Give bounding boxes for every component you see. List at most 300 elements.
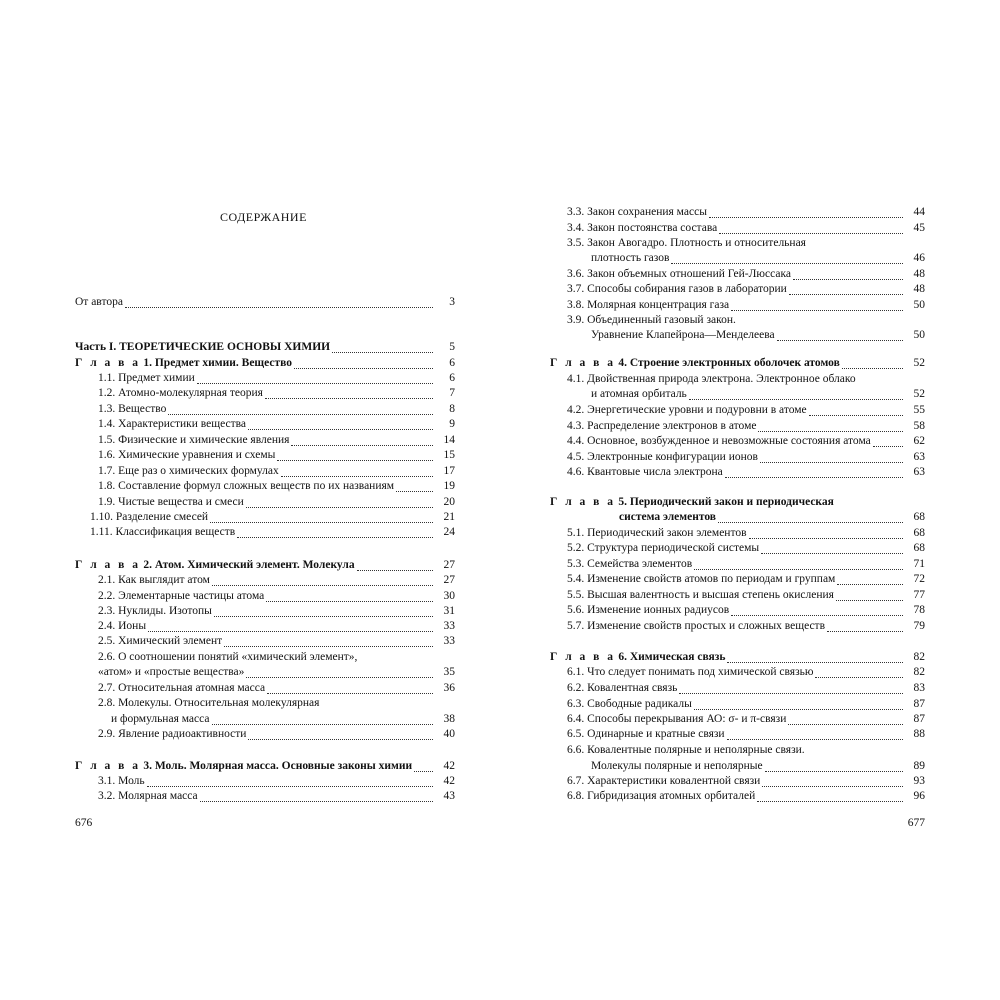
toc-page-number: 9 — [446, 417, 455, 432]
toc-entry-row — [75, 634, 455, 650]
toc-entry-row — [550, 298, 925, 314]
toc-entry-label — [75, 759, 414, 774]
dot-leader — [709, 217, 903, 218]
dot-leader — [765, 771, 903, 772]
toc-entry-label — [567, 267, 793, 282]
toc-page-number: 88 — [911, 727, 926, 742]
entry-text: Молекулы полярные и неполярные — [591, 760, 763, 772]
dot-leader — [396, 491, 433, 492]
dot-leader — [291, 445, 433, 446]
dot-leader — [281, 476, 433, 477]
dot-leader — [212, 724, 434, 725]
toc-entry-label — [98, 433, 291, 448]
toc-page-number: 36 — [441, 681, 456, 696]
toc-entry-row — [550, 588, 925, 604]
toc-entry-row — [75, 573, 455, 589]
entry-text: 1.1. Предмет химии — [98, 372, 195, 384]
toc-entry-label — [567, 298, 731, 313]
dot-leader — [836, 600, 903, 601]
entry-text: 2.2. Элементарные частицы атома — [98, 590, 265, 602]
entry-text: 5.4. Изменение свойств атомов по периодам и группам — [567, 573, 836, 585]
toc-page-number: 68 — [911, 526, 926, 541]
dot-leader — [694, 569, 903, 570]
toc-entry-label — [567, 603, 731, 618]
dot-leader — [212, 585, 433, 586]
entry-text: 1.11. Классификация веществ — [90, 526, 236, 538]
entry-text: 3.5. Закон Авогадро. Плотность и относительная — [567, 237, 806, 249]
dot-leader — [277, 460, 433, 461]
toc-entry-row — [550, 450, 925, 466]
dot-leader — [727, 662, 903, 663]
toc-entry-label — [567, 526, 749, 541]
toc-page-number: 6 — [446, 371, 455, 386]
toc-entry-label — [567, 541, 761, 556]
entry-text: 1.9. Чистые вещества и смеси — [98, 496, 244, 508]
toc-entry-label — [98, 464, 281, 479]
toc-entry-row — [550, 267, 925, 283]
entry-text: 4. Строение электронных оболочек атомов — [618, 357, 840, 369]
toc-entry-row — [75, 448, 455, 464]
toc-page-number: 20 — [441, 495, 456, 510]
toc-entry-row — [75, 789, 455, 805]
toc-page-number: 17 — [441, 464, 456, 479]
toc-entry-label — [98, 619, 148, 634]
toc-page-number: 15 — [441, 448, 456, 463]
right-page-number: 677 — [907, 817, 925, 829]
entry-text: Уравнение Клапейрона—Менделеева — [591, 329, 775, 341]
toc-page-number: 63 — [911, 450, 926, 465]
toc-entry-row — [550, 236, 925, 252]
entry-text: и атомная орбиталь — [591, 388, 687, 400]
toc-page-number: 48 — [911, 267, 926, 282]
dot-leader — [266, 601, 433, 602]
left-page-number: 676 — [75, 817, 93, 829]
toc-entry-row — [75, 774, 455, 790]
dot-leader — [214, 616, 433, 617]
toc-page-number: 30 — [441, 589, 456, 604]
entry-text: 1.10. Разделение смесей — [90, 511, 209, 523]
dot-leader — [224, 646, 433, 647]
toc-entry-label — [98, 650, 359, 665]
chapter-prefix: Г л а в а — [75, 760, 141, 772]
toc-entry-label — [98, 589, 266, 604]
entry-text: «атом» и «простые вещества» — [98, 666, 245, 678]
entry-text: 2.1. Как выглядит атом — [98, 574, 210, 586]
toc-entry-row — [550, 743, 925, 759]
toc-page-number: 21 — [441, 510, 456, 525]
entry-text: 6.8. Гибридизация атомных орбиталей — [567, 790, 756, 802]
dot-leader — [727, 739, 903, 740]
toc-page-number: 79 — [911, 619, 926, 634]
toc-entry-label — [98, 573, 212, 588]
toc-entry-label — [98, 604, 214, 619]
toc-chapter-row — [75, 759, 455, 775]
toc-entry-label — [98, 789, 200, 804]
toc-page-number: 31 — [441, 604, 456, 619]
entry-text: 1.3. Вещество — [98, 403, 167, 415]
dot-leader — [357, 570, 433, 571]
toc-entry-row — [75, 479, 455, 495]
toc-entry-label — [567, 282, 789, 297]
toc-entry-row — [75, 681, 455, 697]
toc-entry-row — [75, 386, 455, 402]
toc-page-number: 50 — [911, 298, 926, 313]
toc-page-number: 52 — [911, 387, 926, 402]
entry-text: система элементов — [619, 511, 717, 523]
dot-leader — [842, 368, 903, 369]
toc-page-number: 24 — [441, 525, 456, 540]
toc-entry-label — [90, 525, 237, 540]
entry-text: 3.1. Моль — [98, 775, 145, 787]
toc-page-number: 72 — [911, 572, 926, 587]
toc-page-number: 7 — [446, 386, 455, 401]
toc-entry-row — [75, 604, 455, 620]
entry-text: 1. Предмет химии. Вещество — [143, 357, 293, 369]
toc-entry-row — [550, 313, 925, 329]
dot-leader — [873, 446, 903, 447]
toc-page-number: 77 — [911, 588, 926, 603]
entry-text: 3. Моль. Молярная масса. Основные законы химии — [143, 760, 413, 772]
toc-entry-row — [550, 387, 925, 403]
toc-entry-label — [98, 634, 224, 649]
toc-entry-row — [75, 402, 455, 418]
dot-leader — [789, 294, 903, 295]
dot-leader — [671, 263, 903, 264]
toc-entry-row — [75, 417, 455, 433]
entry-text: 5.3. Семейства элементов — [567, 558, 693, 570]
toc-entry-label — [567, 403, 809, 418]
toc-entry-row — [75, 525, 455, 541]
toc-entry-row — [75, 696, 455, 712]
toc-page-number: 78 — [911, 603, 926, 618]
toc-entry-label — [98, 386, 265, 401]
toc-entry-label — [567, 450, 760, 465]
toc-entry-row — [550, 526, 925, 542]
dot-leader — [168, 414, 433, 415]
toc-entry-row — [550, 619, 925, 635]
toc-entry-label — [98, 495, 246, 510]
entry-text: 6.4. Способы перекрывания АО: σ- и π-связи — [567, 713, 787, 725]
toc-entry-row — [75, 495, 455, 511]
entry-text: 3.3. Закон сохранения массы — [567, 206, 707, 218]
toc-entry-label — [75, 558, 357, 573]
dot-leader — [237, 537, 433, 538]
toc-page-number: 8 — [446, 402, 455, 417]
dot-leader — [332, 352, 433, 353]
dot-leader — [246, 677, 433, 678]
toc-entry-label — [550, 650, 727, 665]
entry-text: 2. Атом. Химический элемент. Молекула — [143, 559, 355, 571]
toc-page-number: 93 — [911, 774, 926, 789]
entry-text: и формульная масса — [111, 713, 210, 725]
toc-entry-row — [75, 433, 455, 449]
toc-entry-row — [550, 541, 925, 557]
toc-entry-label — [98, 774, 147, 789]
dot-leader — [694, 709, 903, 710]
entry-text: 4.4. Основное, возбужденное и невозможные состояния атома — [567, 435, 871, 447]
toc-entry-label — [567, 712, 788, 727]
toc-page-number: 14 — [441, 433, 456, 448]
toc-entry-row — [75, 619, 455, 635]
toc-entry-label — [567, 434, 873, 449]
toc-entry-label — [98, 665, 246, 680]
dot-leader — [689, 399, 903, 400]
toc-entry-label — [567, 789, 757, 804]
toc-entry-row — [75, 650, 455, 666]
dot-leader — [731, 615, 903, 616]
toc-page-number: 33 — [441, 619, 456, 634]
entry-text: 5.7. Изменение свойств простых и сложных веществ — [567, 620, 826, 632]
entry-text: 4.5. Электронные конфигурации ионов — [567, 451, 758, 463]
chapter-prefix: Г л а в а — [550, 496, 616, 508]
dot-leader — [760, 462, 903, 463]
entry-text: 3.8. Молярная концентрация газа — [567, 299, 730, 311]
toc-page-number: 87 — [911, 712, 926, 727]
entry-text: 5.1. Периодический закон элементов — [567, 527, 747, 539]
toc-entry-label — [75, 295, 125, 310]
toc-chapter-row — [75, 340, 455, 356]
dot-leader — [267, 693, 433, 694]
contents-heading: СОДЕРЖАНИЕ — [220, 210, 307, 224]
toc-page-number: 50 — [911, 328, 926, 343]
dot-leader — [246, 507, 433, 508]
entry-text: 6. Химическая связь — [618, 651, 726, 663]
toc-entry-row — [550, 727, 925, 743]
dot-leader — [827, 631, 903, 632]
toc-entry-label — [567, 572, 837, 587]
toc-page-number: 55 — [911, 403, 926, 418]
toc-entry-row — [550, 419, 925, 435]
dot-leader — [758, 431, 903, 432]
toc-entry-label — [98, 448, 277, 463]
toc-page-number: 6 — [446, 356, 455, 371]
dot-leader — [200, 801, 433, 802]
entry-text: 4.3. Распределение электронов в атоме — [567, 420, 757, 432]
chapter-prefix: Г л а в а — [75, 559, 141, 571]
entry-text: 2.6. О соотношении понятий «химический элемент», — [98, 651, 358, 663]
entry-text: 2.8. Молекулы. Относительная молекулярная — [98, 697, 320, 709]
toc-page-number: 63 — [911, 465, 926, 480]
toc-page-number: 5 — [446, 340, 455, 355]
toc-page-number: 48 — [911, 282, 926, 297]
toc-page-number: 38 — [441, 712, 456, 727]
toc-entry-row — [550, 328, 925, 344]
entry-text: 3.9. Объединенный газовый закон. — [567, 314, 736, 326]
toc-entry-label — [550, 495, 836, 510]
entry-text: 3.7. Способы собирания газов в лаборатории — [567, 283, 787, 295]
toc-page-number: 46 — [911, 251, 926, 266]
toc-entry-row — [550, 282, 925, 298]
toc-entry-row — [550, 403, 925, 419]
dot-leader — [788, 724, 903, 725]
toc-entry-label — [567, 372, 858, 387]
toc-page-number: 58 — [911, 419, 926, 434]
entry-text: 4.1. Двойственная природа электрона. Электронное облако — [567, 373, 856, 385]
toc-page-number: 27 — [441, 573, 456, 588]
toc-entry-label — [591, 251, 671, 266]
toc-page-number: 87 — [911, 697, 926, 712]
toc-page-number: 68 — [911, 541, 926, 556]
toc-entry-label — [567, 236, 808, 251]
toc-page-number: 27 — [441, 558, 456, 573]
dot-leader — [815, 677, 903, 678]
toc-entry-row — [550, 221, 925, 237]
toc-entry-label — [567, 419, 758, 434]
toc-page-number: 68 — [911, 510, 926, 525]
dot-leader — [757, 801, 903, 802]
toc-entry-label — [98, 696, 321, 711]
toc-entry-row — [550, 372, 925, 388]
toc-entry-row — [75, 464, 455, 480]
toc-entry-label — [75, 356, 294, 371]
toc-page-number: 42 — [441, 774, 456, 789]
entry-text: 4.2. Энергетические уровни и подуровни в атоме — [567, 404, 807, 416]
dot-leader — [731, 310, 903, 311]
toc-entry-label — [90, 510, 210, 525]
toc-entry-row — [550, 681, 925, 697]
toc-entry-label — [591, 759, 765, 774]
dot-leader — [762, 786, 903, 787]
toc-entry-row — [550, 712, 925, 728]
dot-leader — [679, 693, 903, 694]
dot-leader — [197, 383, 433, 384]
toc-page-number: 96 — [911, 789, 926, 804]
dot-leader — [725, 477, 903, 478]
toc-entry-row — [550, 697, 925, 713]
toc-page-number: 82 — [911, 650, 926, 665]
toc-page-number: 19 — [441, 479, 456, 494]
entry-text: 5.5. Высшая валентность и высшая степень окисления — [567, 589, 834, 601]
entry-text: 6.7. Характеристики ковалентной связи — [567, 775, 761, 787]
entry-text: 6.5. Одинарные и кратные связи — [567, 728, 725, 740]
toc-entry-row — [75, 727, 455, 743]
dot-leader — [147, 786, 433, 787]
toc-entry-row — [550, 465, 925, 481]
toc-entry-label — [567, 743, 807, 758]
toc-entry-label — [550, 356, 842, 371]
dot-leader — [148, 631, 433, 632]
toc-entry-label — [567, 313, 738, 328]
toc-entry-row — [550, 759, 925, 775]
toc-entry-row — [550, 572, 925, 588]
entry-text: 3.4. Закон постоянства состава — [567, 222, 718, 234]
toc-entry-row — [75, 295, 455, 311]
dot-leader — [125, 307, 433, 308]
toc-entry-row — [75, 589, 455, 605]
dot-leader — [793, 279, 903, 280]
chapter-prefix: Г л а в а — [75, 357, 141, 369]
dot-leader — [414, 771, 433, 772]
toc-chapter-row — [75, 558, 455, 574]
entry-text: 1.8. Составление формул сложных веществ по их названиям — [98, 480, 395, 492]
toc-entry-label — [619, 510, 718, 525]
toc-page-number: 44 — [911, 205, 926, 220]
toc-chapter-row — [550, 495, 925, 511]
toc-entry-label — [567, 727, 727, 742]
dot-leader — [265, 398, 433, 399]
toc-page-number: 33 — [441, 634, 456, 649]
toc-page-number: 3 — [446, 295, 455, 310]
toc-entry-row — [75, 371, 455, 387]
toc-entry-label — [567, 774, 762, 789]
toc-page-number: 82 — [911, 665, 926, 680]
toc-chapter-row — [550, 650, 925, 666]
toc-entry-row — [550, 251, 925, 267]
toc-entry-row — [75, 510, 455, 526]
toc-entry-row — [75, 712, 455, 728]
dot-leader — [809, 415, 903, 416]
toc-page-number: 89 — [911, 759, 926, 774]
entry-text: 3.2. Молярная масса — [98, 790, 198, 802]
toc-page-number: 62 — [911, 434, 926, 449]
toc-entry-label — [98, 402, 168, 417]
entry-text: 6.3. Свободные радикалы — [567, 698, 692, 710]
entry-text: 2.5. Химический элемент — [98, 635, 223, 647]
toc-entry-row — [550, 774, 925, 790]
dot-leader — [718, 522, 903, 523]
chapter-prefix: Г л а в а — [550, 651, 616, 663]
entry-text: 6.2. Ковалентная связь — [567, 682, 678, 694]
entry-text: Часть I. ТЕОРЕТИЧЕСКИЕ ОСНОВЫ ХИМИИ — [75, 341, 331, 353]
toc-page-number: 35 — [441, 665, 456, 680]
entry-text: 2.3. Нуклиды. Изотопы — [98, 605, 212, 617]
entry-text: 4.6. Квантовые числа электрона — [567, 466, 723, 478]
toc-page-number: 71 — [911, 557, 926, 572]
dot-leader — [248, 739, 433, 740]
toc-entry-label — [567, 665, 815, 680]
toc-entry-label — [98, 479, 396, 494]
entry-text: 3.6. Закон объемных отношений Гей-Люссака — [567, 268, 791, 280]
toc-entry-row — [550, 665, 925, 681]
chapter-prefix: Г л а в а — [550, 357, 616, 369]
dot-leader — [210, 522, 433, 523]
toc-page-number: 52 — [911, 356, 926, 371]
entry-text: 1.2. Атомно-молекулярная теория — [98, 387, 263, 399]
toc-entry-row — [550, 789, 925, 805]
toc-page-number: 40 — [441, 727, 456, 742]
toc-chapter-row — [550, 356, 925, 372]
toc-entry-label — [567, 465, 725, 480]
toc-entry-label — [567, 221, 719, 236]
entry-text: 2.9. Явление радиоактивности — [98, 728, 247, 740]
entry-text: 6.1. Что следует понимать под химической связью — [567, 666, 814, 678]
toc-chapter-row — [550, 510, 925, 526]
toc-entry-label — [591, 328, 777, 343]
entry-text: 5. Периодический закон и периодическая — [618, 496, 834, 508]
toc-entry-label — [98, 417, 248, 432]
toc-entry-label — [98, 371, 197, 386]
entry-text: 6.6. Ковалентные полярные и неполярные связи. — [567, 744, 805, 756]
toc-entry-label — [567, 619, 827, 634]
entry-text: 1.6. Химические уравнения и схемы — [98, 449, 276, 461]
toc-entry-label — [567, 697, 694, 712]
toc-entry-row — [75, 665, 455, 681]
toc-entry-label — [567, 588, 836, 603]
toc-entry-label — [591, 387, 689, 402]
entry-text: плотность газов — [591, 252, 670, 264]
toc-entry-label — [75, 340, 332, 355]
toc-page-number: 43 — [441, 789, 456, 804]
toc-page-number: 45 — [911, 221, 926, 236]
entry-text: 2.7. Относительная атомная масса — [98, 682, 266, 694]
entry-text: 1.4. Характеристики вещества — [98, 418, 246, 430]
dot-leader — [294, 368, 433, 369]
toc-page-number: 83 — [911, 681, 926, 696]
toc-entry-label — [567, 681, 679, 696]
toc-chapter-row — [75, 356, 455, 372]
dot-leader — [777, 340, 903, 341]
entry-text: 2.4. Ионы — [98, 620, 147, 632]
